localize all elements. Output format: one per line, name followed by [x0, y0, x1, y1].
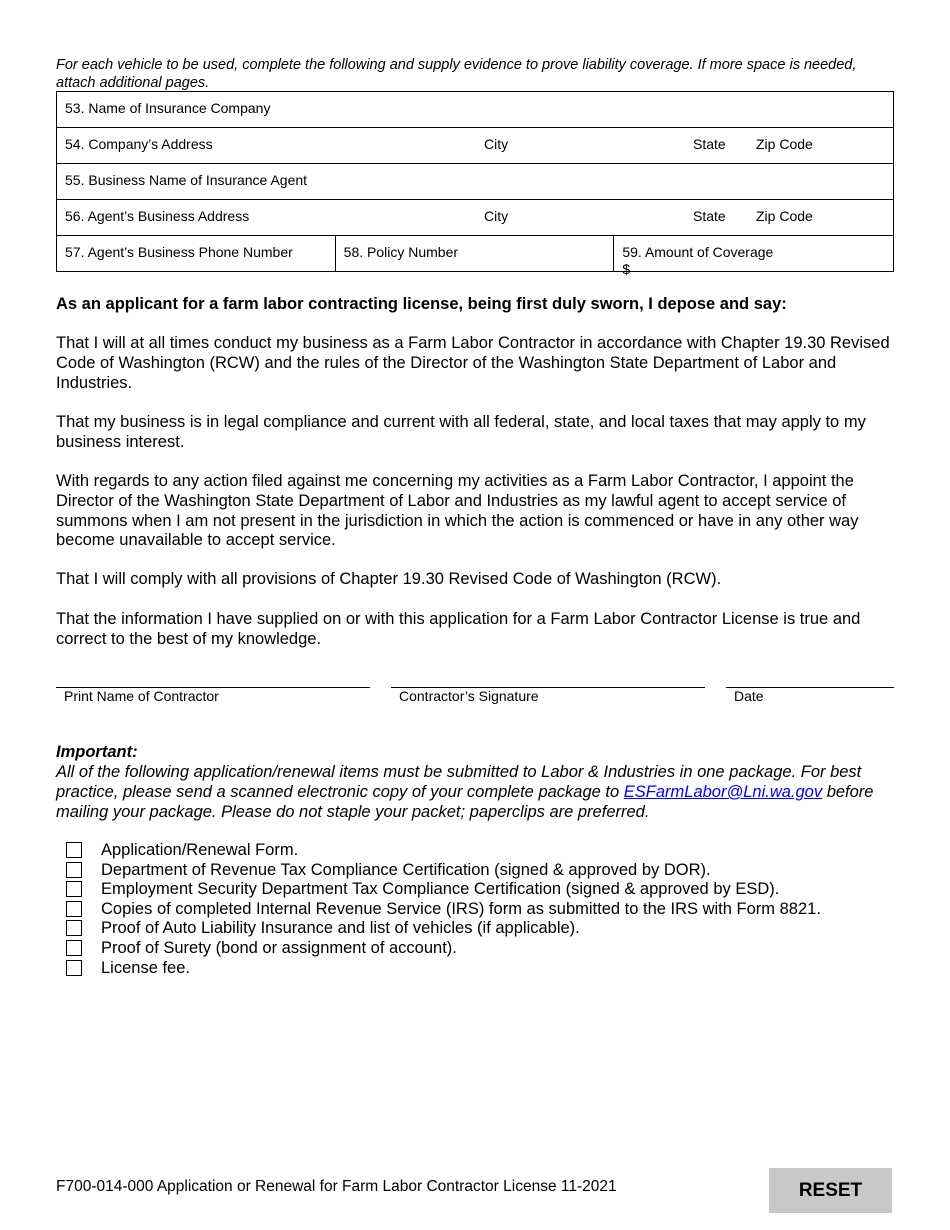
- checkbox[interactable]: [66, 862, 82, 878]
- checklist-item-label: Proof of Surety (bond or assignment of account).: [101, 938, 457, 957]
- checklist-item-label: Application/Renewal Form.: [101, 841, 299, 859]
- important-text-after: before mailing your package. Please do not staple your packet; paperclips are preferred.: [56, 782, 874, 821]
- form-footer: F700-014-000 Application or Renewal for Farm Labor Contractor License 11-2021: [56, 1178, 617, 1195]
- company-address-label: 54. Company’s Address: [65, 136, 213, 152]
- policy-number-field[interactable]: [335, 236, 614, 272]
- insurance-table: [56, 91, 894, 277]
- insurance-company-name-label: 53. Name of Insurance Company: [65, 100, 271, 116]
- checkbox[interactable]: [66, 940, 82, 956]
- coverage-amount-label: 59. Amount of Coverage: [622, 244, 774, 260]
- oath-paragraph: That I will comply with all provisions of Chapter 19.30 Revised Code of Washington (RCW).: [56, 570, 722, 588]
- instructions-text: For each vehicle to be used, complete the following and supply evidence to prove liability coverage. If more space is needed, attach additional pages.: [56, 57, 857, 91]
- agent-address-label: 56. Agent’s Business Address: [65, 208, 250, 224]
- agent-business-name-label: 55. Business Name of Insurance Agent: [65, 172, 308, 188]
- date-label: Date: [734, 688, 764, 704]
- important-text-before: All of the following application/renewal items must be submitted to Labor & Industries in one package. For best practice, please send a scanned electronic copy of your complete package to: [56, 763, 862, 801]
- agent-zip-label: Zip Code: [756, 208, 813, 224]
- checkbox[interactable]: [66, 920, 82, 936]
- oath-paragraph: That the information I have supplied on or with this application for a Farm Labor Contractor License is true and correct to the best of my knowledge.: [56, 610, 861, 648]
- table-row: [57, 128, 894, 164]
- company-state-label: State: [693, 136, 726, 152]
- important-text: [56, 763, 901, 822]
- agent-business-name-field[interactable]: [57, 164, 894, 200]
- reset-button[interactable]: RESET: [769, 1168, 892, 1213]
- checkbox[interactable]: [66, 881, 82, 897]
- coverage-amount-field[interactable]: [614, 236, 894, 277]
- email-link[interactable]: ESFarmLabor@Lni.wa.gov: [623, 782, 823, 801]
- table-row: [57, 164, 894, 200]
- agent-state-label: State: [693, 208, 726, 224]
- checklist-item-label: License fee.: [101, 958, 190, 977]
- checkbox[interactable]: [66, 842, 82, 858]
- checklist-item-label: Employment Security Department Tax Compliance Certification (signed & approved by ESD).: [101, 880, 780, 899]
- table-row: [57, 236, 894, 272]
- oath-paragraph: That I will at all times conduct my business as a Farm Labor Contractor in accordance with Chapter 19.30 Revised Code of Washington (RCW) and the rules of the Director of the Washington State Department of Labor and Industries.: [56, 334, 890, 392]
- table-row: [57, 92, 894, 128]
- coverage-currency-symbol: $: [622, 261, 631, 277]
- signature-label: Contractor’s Signature: [399, 688, 539, 704]
- oath-paragraph: With regards to any action filed against me concerning my activities as a Farm Labor Contractor, I appoint the Director of the Washington State Department of Labor and Industries as my lawful agent to accept service of summons when I am not present in the jurisdiction in which the action is commenced or have in any other way become unavailable to accept service.: [56, 472, 859, 550]
- insurance-company-name-field[interactable]: [57, 92, 894, 128]
- agent-address-field[interactable]: [57, 200, 894, 236]
- checklist-item-label: Department of Revenue Tax Compliance Certification (signed & approved by DOR).: [101, 860, 711, 879]
- oath-paragraph: That my business is in legal compliance and current with all federal, state, and local taxes that may apply to my business interest.: [56, 413, 866, 451]
- oath-heading: As an applicant for a farm labor contracting license, being first duly sworn, I depose and say:: [56, 295, 787, 313]
- company-zip-label: Zip Code: [756, 136, 813, 152]
- checkbox[interactable]: [66, 960, 82, 976]
- table-row: [57, 200, 894, 236]
- agent-phone-label: 57. Agent’s Business Phone Number: [65, 244, 293, 260]
- checklist-item-label: Copies of completed Internal Revenue Service (IRS) form as submitted to the IRS with Form 8821.: [101, 899, 821, 918]
- checklist-item-label: Proof of Auto Liability Insurance and list of vehicles (if applicable).: [101, 919, 580, 938]
- agent-phone-field[interactable]: [57, 236, 336, 272]
- company-address-field[interactable]: [57, 128, 894, 164]
- important-title: Important:: [56, 743, 138, 761]
- checkbox[interactable]: [66, 901, 82, 917]
- company-city-label: City: [484, 136, 509, 152]
- agent-city-label: City: [484, 208, 509, 224]
- print-name-label: Print Name of Contractor: [64, 688, 219, 704]
- policy-number-label: 58. Policy Number: [343, 244, 459, 260]
